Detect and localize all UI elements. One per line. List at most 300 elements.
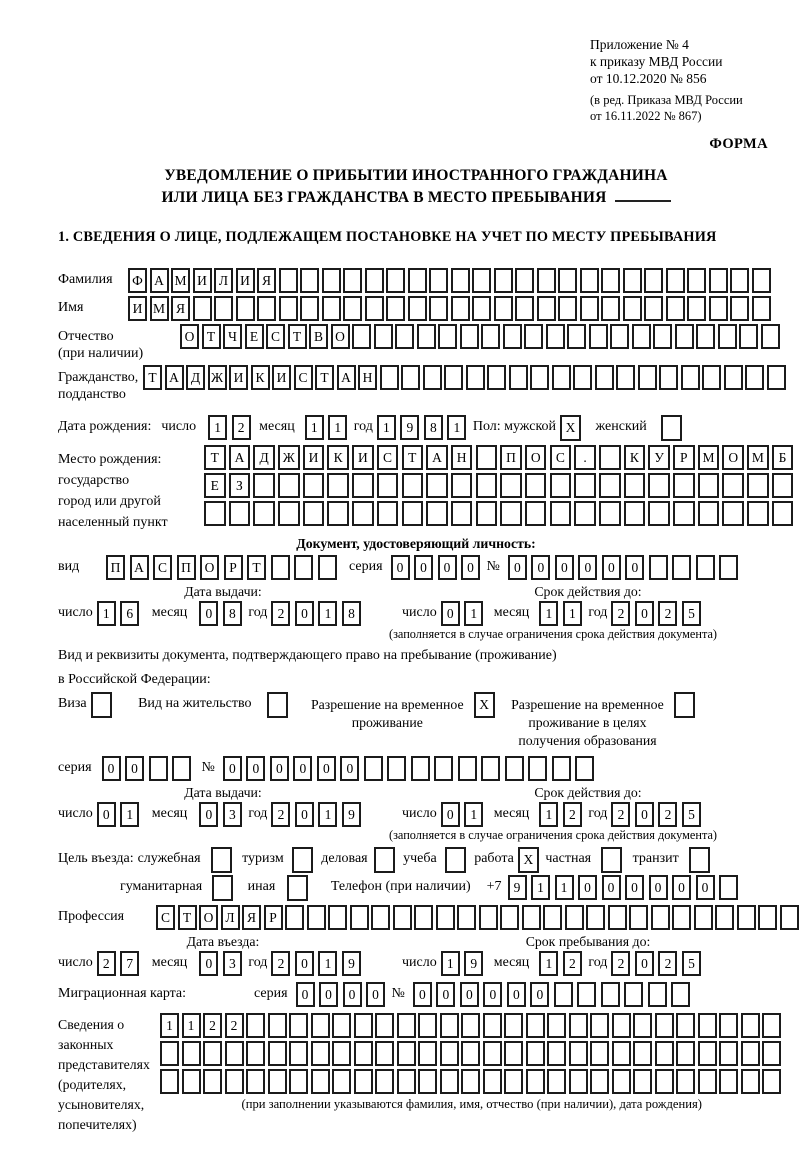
- char-cell[interactable]: [509, 365, 528, 390]
- char-cell[interactable]: [698, 501, 720, 526]
- char-cell[interactable]: [408, 296, 427, 321]
- char-cell[interactable]: [633, 1069, 652, 1094]
- char-cell[interactable]: [601, 296, 620, 321]
- char-cell[interactable]: У: [648, 445, 670, 470]
- char-cell[interactable]: [530, 365, 549, 390]
- char-cell[interactable]: [547, 1013, 566, 1038]
- char-cell[interactable]: [253, 473, 275, 498]
- char-cell[interactable]: [483, 1069, 502, 1094]
- char-cell[interactable]: [457, 905, 476, 930]
- char-cell[interactable]: [374, 324, 393, 349]
- char-cell[interactable]: [525, 501, 547, 526]
- char-cell[interactable]: 0: [340, 756, 359, 781]
- char-cell[interactable]: 0: [578, 875, 597, 900]
- char-cell[interactable]: [380, 365, 399, 390]
- char-cell[interactable]: [418, 1041, 437, 1066]
- char-cell[interactable]: [762, 1013, 781, 1038]
- char-cell[interactable]: [648, 982, 667, 1007]
- char-cell[interactable]: [651, 905, 670, 930]
- char-cell[interactable]: [395, 324, 414, 349]
- char-cell[interactable]: [624, 473, 646, 498]
- char-cell[interactable]: К: [251, 365, 270, 390]
- char-cell[interactable]: Р: [673, 445, 695, 470]
- char-cell[interactable]: [364, 756, 383, 781]
- char-cell[interactable]: [246, 1069, 265, 1094]
- char-cell[interactable]: [590, 1069, 609, 1094]
- char-cell[interactable]: [624, 982, 643, 1007]
- char-cell[interactable]: [236, 296, 255, 321]
- char-cell[interactable]: И: [229, 365, 248, 390]
- char-cell[interactable]: [573, 365, 592, 390]
- char-cell[interactable]: [182, 1041, 201, 1066]
- char-cell[interactable]: [504, 1041, 523, 1066]
- char-cell[interactable]: [676, 1041, 695, 1066]
- char-cell[interactable]: [601, 982, 620, 1007]
- char-cell[interactable]: [719, 1041, 738, 1066]
- char-cell[interactable]: [365, 268, 384, 293]
- char-cell[interactable]: [500, 905, 519, 930]
- char-cell[interactable]: [653, 324, 672, 349]
- char-cell[interactable]: 5: [682, 802, 701, 827]
- char-cell[interactable]: [599, 473, 621, 498]
- purpose-official-checkbox[interactable]: [211, 847, 232, 873]
- char-cell[interactable]: 1: [318, 601, 337, 626]
- char-cell[interactable]: [481, 756, 500, 781]
- purpose-study-checkbox[interactable]: [445, 847, 466, 873]
- char-cell[interactable]: [772, 473, 794, 498]
- char-cell[interactable]: [423, 365, 442, 390]
- char-cell[interactable]: З: [229, 473, 251, 498]
- char-cell[interactable]: [408, 268, 427, 293]
- char-cell[interactable]: [537, 268, 556, 293]
- male-checkbox[interactable]: X: [560, 415, 581, 441]
- char-cell[interactable]: 0: [246, 756, 265, 781]
- char-cell[interactable]: [402, 501, 424, 526]
- char-cell[interactable]: [332, 1041, 351, 1066]
- char-cell[interactable]: [709, 296, 728, 321]
- char-cell[interactable]: [397, 1069, 416, 1094]
- char-cell[interactable]: 0: [413, 982, 432, 1007]
- char-cell[interactable]: [504, 1069, 523, 1094]
- char-cell[interactable]: [386, 268, 405, 293]
- char-cell[interactable]: [745, 365, 764, 390]
- char-cell[interactable]: 1: [539, 951, 558, 976]
- char-cell[interactable]: С: [156, 905, 175, 930]
- char-cell[interactable]: [160, 1069, 179, 1094]
- char-cell[interactable]: О: [525, 445, 547, 470]
- purpose-humanitarian-checkbox[interactable]: [212, 875, 233, 901]
- char-cell[interactable]: [586, 905, 605, 930]
- char-cell[interactable]: Е: [204, 473, 226, 498]
- char-cell[interactable]: [590, 1041, 609, 1066]
- char-cell[interactable]: Р: [264, 905, 283, 930]
- char-cell[interactable]: П: [106, 555, 125, 580]
- char-cell[interactable]: [289, 1041, 308, 1066]
- purpose-tourism-checkbox[interactable]: [292, 847, 313, 873]
- char-cell[interactable]: 2: [97, 951, 116, 976]
- char-cell[interactable]: [289, 1013, 308, 1038]
- char-cell[interactable]: М: [150, 296, 169, 321]
- char-cell[interactable]: [709, 268, 728, 293]
- char-cell[interactable]: [767, 365, 786, 390]
- char-cell[interactable]: [747, 501, 769, 526]
- char-cell[interactable]: [623, 268, 642, 293]
- char-cell[interactable]: [696, 324, 715, 349]
- char-cell[interactable]: [515, 296, 534, 321]
- char-cell[interactable]: 1: [305, 415, 324, 440]
- char-cell[interactable]: 2: [563, 951, 582, 976]
- char-cell[interactable]: 0: [436, 982, 455, 1007]
- char-cell[interactable]: 0: [414, 555, 433, 580]
- char-cell[interactable]: Т: [402, 445, 424, 470]
- char-cell[interactable]: [698, 473, 720, 498]
- char-cell[interactable]: [522, 905, 541, 930]
- char-cell[interactable]: 0: [508, 555, 527, 580]
- char-cell[interactable]: [377, 473, 399, 498]
- char-cell[interactable]: Л: [221, 905, 240, 930]
- char-cell[interactable]: 0: [295, 951, 314, 976]
- char-cell[interactable]: [526, 1041, 545, 1066]
- char-cell[interactable]: 5: [682, 951, 701, 976]
- char-cell[interactable]: 0: [531, 555, 550, 580]
- char-cell[interactable]: [434, 756, 453, 781]
- char-cell[interactable]: 9: [464, 951, 483, 976]
- char-cell[interactable]: [623, 296, 642, 321]
- char-cell[interactable]: [655, 1013, 674, 1038]
- char-cell[interactable]: Д: [253, 445, 275, 470]
- char-cell[interactable]: [673, 473, 695, 498]
- char-cell[interactable]: [565, 905, 584, 930]
- char-cell[interactable]: [616, 365, 635, 390]
- char-cell[interactable]: А: [150, 268, 169, 293]
- char-cell[interactable]: [739, 324, 758, 349]
- char-cell[interactable]: 8: [424, 415, 443, 440]
- char-cell[interactable]: И: [272, 365, 291, 390]
- char-cell[interactable]: [318, 555, 337, 580]
- char-cell[interactable]: [644, 268, 663, 293]
- char-cell[interactable]: 0: [317, 756, 336, 781]
- char-cell[interactable]: [193, 296, 212, 321]
- char-cell[interactable]: [599, 445, 621, 470]
- char-cell[interactable]: 0: [625, 555, 644, 580]
- char-cell[interactable]: [558, 268, 577, 293]
- char-cell[interactable]: С: [550, 445, 572, 470]
- char-cell[interactable]: [257, 296, 276, 321]
- char-cell[interactable]: [444, 365, 463, 390]
- char-cell[interactable]: 2: [271, 601, 290, 626]
- char-cell[interactable]: 9: [508, 875, 527, 900]
- char-cell[interactable]: [505, 756, 524, 781]
- char-cell[interactable]: 2: [611, 802, 630, 827]
- char-cell[interactable]: [476, 445, 498, 470]
- char-cell[interactable]: [666, 268, 685, 293]
- temp-permit-checkbox[interactable]: X: [474, 692, 495, 718]
- char-cell[interactable]: [451, 501, 473, 526]
- char-cell[interactable]: [608, 905, 627, 930]
- char-cell[interactable]: [655, 1041, 674, 1066]
- char-cell[interactable]: 1: [160, 1013, 179, 1038]
- char-cell[interactable]: [741, 1013, 760, 1038]
- purpose-work-checkbox[interactable]: X: [518, 847, 539, 873]
- char-cell[interactable]: [574, 501, 596, 526]
- char-cell[interactable]: В: [309, 324, 328, 349]
- char-cell[interactable]: [747, 473, 769, 498]
- char-cell[interactable]: [694, 905, 713, 930]
- char-cell[interactable]: И: [128, 296, 147, 321]
- char-cell[interactable]: Т: [288, 324, 307, 349]
- char-cell[interactable]: [483, 1041, 502, 1066]
- char-cell[interactable]: 0: [296, 982, 315, 1007]
- char-cell[interactable]: 0: [441, 802, 460, 827]
- char-cell[interactable]: [550, 473, 572, 498]
- char-cell[interactable]: [204, 501, 226, 526]
- char-cell[interactable]: О: [199, 905, 218, 930]
- char-cell[interactable]: 1: [464, 601, 483, 626]
- char-cell[interactable]: 2: [271, 951, 290, 976]
- char-cell[interactable]: [633, 1013, 652, 1038]
- char-cell[interactable]: [440, 1013, 459, 1038]
- char-cell[interactable]: [526, 1069, 545, 1094]
- char-cell[interactable]: [737, 905, 756, 930]
- char-cell[interactable]: Р: [224, 555, 243, 580]
- char-cell[interactable]: [525, 473, 547, 498]
- char-cell[interactable]: 7: [120, 951, 139, 976]
- char-cell[interactable]: Т: [143, 365, 162, 390]
- char-cell[interactable]: [762, 1041, 781, 1066]
- char-cell[interactable]: Ч: [223, 324, 242, 349]
- char-cell[interactable]: 0: [199, 802, 218, 827]
- char-cell[interactable]: 2: [203, 1013, 222, 1038]
- char-cell[interactable]: [354, 1013, 373, 1038]
- char-cell[interactable]: [426, 473, 448, 498]
- char-cell[interactable]: М: [698, 445, 720, 470]
- char-cell[interactable]: [440, 1069, 459, 1094]
- char-cell[interactable]: [461, 1013, 480, 1038]
- char-cell[interactable]: 0: [125, 756, 144, 781]
- char-cell[interactable]: 6: [120, 601, 139, 626]
- char-cell[interactable]: [311, 1069, 330, 1094]
- char-cell[interactable]: [352, 324, 371, 349]
- char-cell[interactable]: Д: [186, 365, 205, 390]
- char-cell[interactable]: 0: [293, 756, 312, 781]
- char-cell[interactable]: [687, 268, 706, 293]
- char-cell[interactable]: 1: [464, 802, 483, 827]
- char-cell[interactable]: С: [294, 365, 313, 390]
- char-cell[interactable]: Я: [242, 905, 261, 930]
- char-cell[interactable]: [633, 1041, 652, 1066]
- char-cell[interactable]: [655, 1069, 674, 1094]
- char-cell[interactable]: 2: [611, 951, 630, 976]
- char-cell[interactable]: 0: [102, 756, 121, 781]
- char-cell[interactable]: [472, 268, 491, 293]
- char-cell[interactable]: [417, 324, 436, 349]
- char-cell[interactable]: К: [624, 445, 646, 470]
- char-cell[interactable]: 0: [649, 875, 668, 900]
- char-cell[interactable]: С: [266, 324, 285, 349]
- char-cell[interactable]: 0: [441, 601, 460, 626]
- char-cell[interactable]: 0: [635, 601, 654, 626]
- char-cell[interactable]: [780, 905, 799, 930]
- char-cell[interactable]: [569, 1041, 588, 1066]
- char-cell[interactable]: [526, 1013, 545, 1038]
- char-cell[interactable]: И: [193, 268, 212, 293]
- char-cell[interactable]: 2: [658, 802, 677, 827]
- char-cell[interactable]: [203, 1041, 222, 1066]
- char-cell[interactable]: [458, 756, 477, 781]
- char-cell[interactable]: [672, 555, 691, 580]
- char-cell[interactable]: [278, 501, 300, 526]
- char-cell[interactable]: [343, 268, 362, 293]
- char-cell[interactable]: [322, 268, 341, 293]
- char-cell[interactable]: [327, 501, 349, 526]
- char-cell[interactable]: [629, 905, 648, 930]
- char-cell[interactable]: А: [165, 365, 184, 390]
- char-cell[interactable]: 2: [611, 601, 630, 626]
- char-cell[interactable]: А: [130, 555, 149, 580]
- char-cell[interactable]: [414, 905, 433, 930]
- edu-permit-checkbox[interactable]: [674, 692, 695, 718]
- char-cell[interactable]: [328, 905, 347, 930]
- char-cell[interactable]: [476, 473, 498, 498]
- char-cell[interactable]: [696, 555, 715, 580]
- char-cell[interactable]: [569, 1069, 588, 1094]
- char-cell[interactable]: 1: [120, 802, 139, 827]
- char-cell[interactable]: [741, 1041, 760, 1066]
- char-cell[interactable]: [718, 324, 737, 349]
- char-cell[interactable]: [411, 756, 430, 781]
- char-cell[interactable]: [580, 296, 599, 321]
- char-cell[interactable]: [402, 473, 424, 498]
- char-cell[interactable]: [648, 501, 670, 526]
- char-cell[interactable]: [612, 1041, 631, 1066]
- char-cell[interactable]: [528, 756, 547, 781]
- char-cell[interactable]: 0: [295, 802, 314, 827]
- char-cell[interactable]: 1: [318, 802, 337, 827]
- char-cell[interactable]: Н: [358, 365, 377, 390]
- char-cell[interactable]: [758, 905, 777, 930]
- char-cell[interactable]: [722, 501, 744, 526]
- char-cell[interactable]: [268, 1069, 287, 1094]
- char-cell[interactable]: М: [171, 268, 190, 293]
- char-cell[interactable]: [268, 1041, 287, 1066]
- char-cell[interactable]: 0: [223, 756, 242, 781]
- char-cell[interactable]: [719, 555, 738, 580]
- char-cell[interactable]: С: [153, 555, 172, 580]
- char-cell[interactable]: [289, 1069, 308, 1094]
- char-cell[interactable]: О: [200, 555, 219, 580]
- char-cell[interactable]: [375, 1013, 394, 1038]
- char-cell[interactable]: [418, 1069, 437, 1094]
- residence-permit-checkbox[interactable]: [267, 692, 288, 718]
- char-cell[interactable]: [160, 1041, 179, 1066]
- char-cell[interactable]: [500, 501, 522, 526]
- char-cell[interactable]: [752, 296, 771, 321]
- purpose-business-checkbox[interactable]: [374, 847, 395, 873]
- char-cell[interactable]: 1: [377, 415, 396, 440]
- char-cell[interactable]: [440, 1041, 459, 1066]
- char-cell[interactable]: [203, 1069, 222, 1094]
- char-cell[interactable]: [659, 365, 678, 390]
- char-cell[interactable]: П: [500, 445, 522, 470]
- char-cell[interactable]: [638, 365, 657, 390]
- char-cell[interactable]: 1: [447, 415, 466, 440]
- char-cell[interactable]: [537, 296, 556, 321]
- char-cell[interactable]: [461, 1069, 480, 1094]
- purpose-private-checkbox[interactable]: [601, 847, 622, 873]
- char-cell[interactable]: 8: [342, 601, 361, 626]
- char-cell[interactable]: 0: [270, 756, 289, 781]
- char-cell[interactable]: [438, 324, 457, 349]
- char-cell[interactable]: [279, 296, 298, 321]
- char-cell[interactable]: [300, 296, 319, 321]
- char-cell[interactable]: [253, 501, 275, 526]
- char-cell[interactable]: 1: [97, 601, 116, 626]
- char-cell[interactable]: [698, 1041, 717, 1066]
- char-cell[interactable]: [268, 1013, 287, 1038]
- char-cell[interactable]: [479, 905, 498, 930]
- char-cell[interactable]: [554, 982, 573, 1007]
- char-cell[interactable]: 0: [696, 875, 715, 900]
- char-cell[interactable]: [476, 501, 498, 526]
- char-cell[interactable]: [386, 296, 405, 321]
- char-cell[interactable]: [702, 365, 721, 390]
- char-cell[interactable]: [271, 555, 290, 580]
- char-cell[interactable]: [332, 1013, 351, 1038]
- char-cell[interactable]: [503, 324, 522, 349]
- char-cell[interactable]: [762, 1069, 781, 1094]
- char-cell[interactable]: [574, 473, 596, 498]
- char-cell[interactable]: [546, 324, 565, 349]
- char-cell[interactable]: [278, 473, 300, 498]
- char-cell[interactable]: 8: [223, 601, 242, 626]
- char-cell[interactable]: [371, 905, 390, 930]
- char-cell[interactable]: С: [377, 445, 399, 470]
- char-cell[interactable]: Е: [245, 324, 264, 349]
- char-cell[interactable]: [285, 905, 304, 930]
- char-cell[interactable]: 9: [342, 802, 361, 827]
- char-cell[interactable]: [279, 268, 298, 293]
- char-cell[interactable]: [494, 268, 513, 293]
- char-cell[interactable]: [610, 324, 629, 349]
- char-cell[interactable]: 0: [366, 982, 385, 1007]
- char-cell[interactable]: [172, 756, 191, 781]
- char-cell[interactable]: А: [229, 445, 251, 470]
- char-cell[interactable]: [550, 501, 572, 526]
- char-cell[interactable]: 0: [635, 802, 654, 827]
- char-cell[interactable]: [567, 324, 586, 349]
- char-cell[interactable]: [343, 296, 362, 321]
- char-cell[interactable]: 1: [555, 875, 574, 900]
- char-cell[interactable]: [354, 1069, 373, 1094]
- visa-checkbox[interactable]: [91, 692, 112, 718]
- char-cell[interactable]: [552, 756, 571, 781]
- char-cell[interactable]: 1: [318, 951, 337, 976]
- char-cell[interactable]: [426, 501, 448, 526]
- char-cell[interactable]: 0: [391, 555, 410, 580]
- char-cell[interactable]: [294, 555, 313, 580]
- char-cell[interactable]: [612, 1013, 631, 1038]
- char-cell[interactable]: 1: [328, 415, 347, 440]
- char-cell[interactable]: 1: [539, 601, 558, 626]
- char-cell[interactable]: [730, 268, 749, 293]
- char-cell[interactable]: [229, 501, 251, 526]
- char-cell[interactable]: К: [327, 445, 349, 470]
- char-cell[interactable]: [681, 365, 700, 390]
- char-cell[interactable]: 0: [97, 802, 116, 827]
- char-cell[interactable]: [225, 1041, 244, 1066]
- char-cell[interactable]: Ф: [128, 268, 147, 293]
- char-cell[interactable]: И: [352, 445, 374, 470]
